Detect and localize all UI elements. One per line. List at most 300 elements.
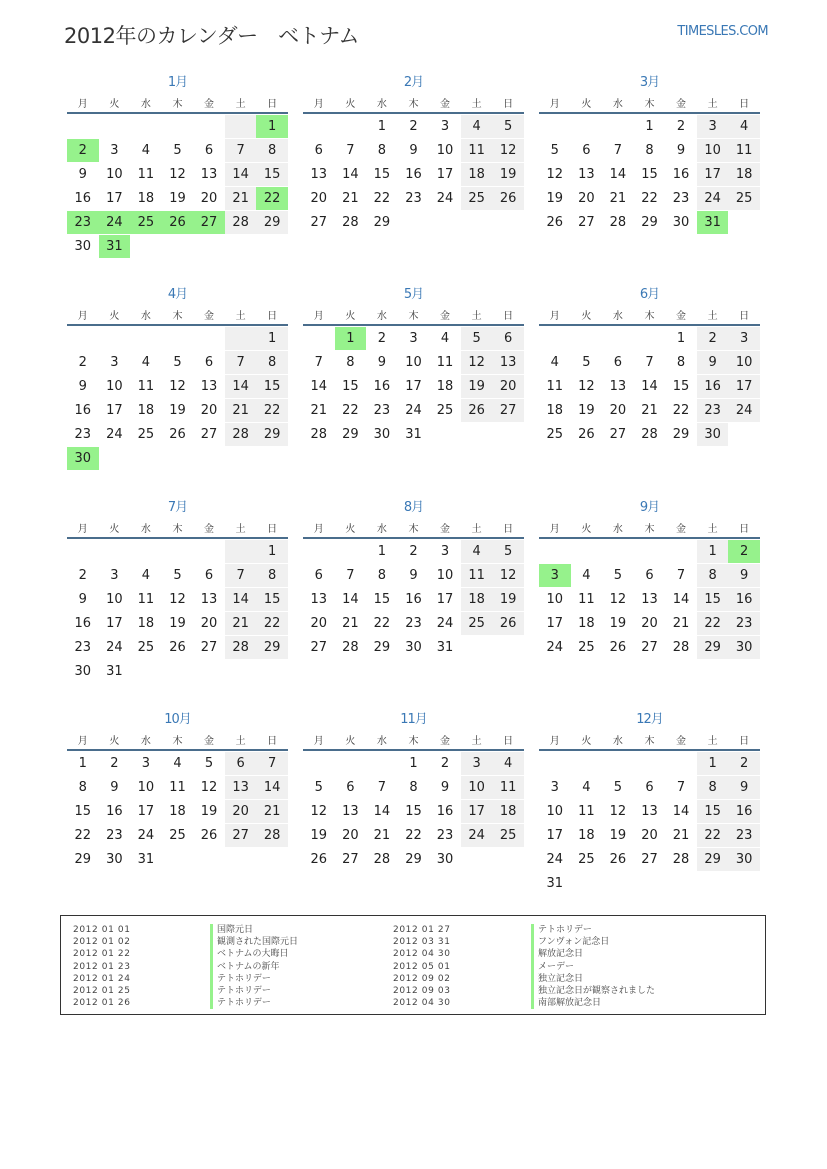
day-cell: 13 [609,379,627,394]
day-cell: 4 [461,540,493,563]
day-cell: 3 [461,752,493,775]
day-cell: 5 [461,327,493,350]
day-cell: 30 [728,636,760,659]
day-cell: 26 [162,211,194,234]
day-cell: 13 [492,351,524,374]
day-cell: 15 [74,804,92,819]
day-cell: 25 [546,427,564,442]
weekday-label: 火 [109,310,120,322]
day-cell: 26 [546,215,564,230]
day-cell: 27 [609,427,627,442]
month-5 [303,286,524,447]
weekday-label: 月 [77,310,88,322]
day-cell: 1 [697,752,729,775]
day-cell: 6 [204,143,214,158]
day-cell: 23 [67,211,99,234]
day-cell: 22 [373,191,391,206]
week-row [303,187,524,211]
weekday-header [539,517,760,539]
day-cell: 10 [436,143,454,158]
weekday-label: 水 [140,310,151,322]
day-cell: 19 [492,163,524,186]
weekday-label: 金 [204,735,215,747]
day-cell: 22 [373,616,391,631]
day-cell: 29 [256,636,288,659]
weekday-label: 日 [503,735,514,747]
month-4 [67,286,288,471]
day-cell: 4 [582,780,591,795]
day-cell: 9 [78,592,87,607]
day-cell: 8 [256,351,288,374]
empty-cell [571,327,603,350]
day-cell: 16 [728,800,760,823]
day-cell: 22 [672,403,690,418]
week-row [303,423,524,447]
empty-cell [130,447,162,470]
empty-cell [256,660,288,683]
empty-cell [67,540,99,563]
day-cell: 11 [578,592,595,607]
day-cell: 12 [492,139,524,162]
month-2 [303,74,524,235]
weekday-label: 火 [581,523,592,535]
day-cell: 10 [106,592,123,607]
day-cell: 16 [728,588,760,611]
holiday-name: 南部解放記念日 [531,997,655,1009]
day-cell: 2 [440,756,450,771]
day-cell: 28 [672,852,690,867]
weekday-label: 金 [440,735,451,747]
empty-cell [99,115,131,138]
day-cell: 6 [314,568,323,583]
day-cell: 25 [492,824,524,847]
weekday-label: 水 [140,98,151,110]
day-cell: 22 [697,612,729,635]
day-cell: 14 [672,804,690,819]
day-cell: 27 [578,215,595,230]
week-row [303,375,524,399]
day-cell: 1 [645,119,654,134]
day-cell: 13 [200,592,218,607]
empty-cell [429,211,461,234]
weekday-label: 水 [140,523,151,535]
weekday-label: 月 [313,523,324,535]
holiday-name: テトホリデー [210,997,298,1009]
weekday-label: 木 [644,98,655,110]
day-cell: 24 [436,191,454,206]
day-cell: 1 [335,327,367,350]
week-row [303,139,524,163]
weekday-label: 火 [109,523,120,535]
empty-cell [602,752,634,775]
month-name: 3月 [639,75,660,90]
day-cell: 14 [342,167,359,182]
weekday-label: 月 [77,735,88,747]
week-row [539,752,760,776]
day-cell: 22 [405,828,422,843]
day-cell: 13 [578,167,595,182]
week-row [67,211,288,235]
day-cell: 19 [169,616,186,631]
week-row [67,163,288,187]
day-cell: 20 [200,191,218,206]
empty-cell [665,752,697,775]
weekday-label: 月 [313,98,324,110]
day-cell: 14 [310,379,328,394]
day-cell: 26 [492,612,524,635]
empty-cell [162,660,194,683]
weekday-label: 水 [376,523,387,535]
day-cell: 9 [377,355,387,370]
day-cell: 14 [225,375,257,398]
week-row [539,399,760,423]
day-cell: 24 [436,616,454,631]
weekday-label: 水 [612,523,623,535]
day-cell: 18 [137,616,155,631]
empty-cell [162,848,194,871]
day-cell: 24 [99,211,131,234]
week-row [303,211,524,235]
day-cell: 7 [676,568,686,583]
week-row [303,588,524,612]
week-row [67,752,288,776]
day-cell: 2 [78,355,87,370]
day-cell: 26 [492,187,524,210]
day-cell: 22 [342,403,359,418]
day-cell: 10 [405,355,422,370]
day-cell: 10 [106,379,123,394]
day-cell: 25 [578,852,595,867]
week-row [67,660,288,684]
day-cell: 24 [728,399,760,422]
week-row [303,564,524,588]
empty-cell [225,660,257,683]
day-cell: 3 [409,331,418,346]
empty-cell [256,848,288,871]
weekday-header [303,729,524,751]
day-cell: 26 [200,828,218,843]
month-name: 12月 [636,712,663,727]
week-row [303,800,524,824]
day-cell: 18 [436,379,454,394]
day-cell: 21 [225,612,257,635]
empty-cell [665,872,697,895]
empty-cell [539,752,571,775]
week-row [67,187,288,211]
day-cell: 30 [74,664,92,679]
day-cell: 18 [728,163,760,186]
day-cell: 14 [373,804,391,819]
holiday-name: 国際元日 [210,924,298,936]
month-11 [303,711,524,872]
day-cell: 6 [314,143,323,158]
day-cell: 18 [461,588,493,611]
day-cell: 18 [169,804,186,819]
holiday-name: 解放記念日 [531,948,655,960]
day-cell: 8 [409,780,418,795]
day-cell: 25 [137,427,155,442]
week-row [67,824,288,848]
holiday-name: テトホリデー [210,973,298,985]
day-cell: 5 [204,756,214,771]
day-cell: 6 [613,355,623,370]
weekday-label: 木 [408,523,419,535]
weekday-label: 火 [581,310,592,322]
week-row [303,636,524,660]
day-cell: 30 [67,447,99,470]
day-cell: 20 [310,616,328,631]
day-cell: 19 [310,828,328,843]
day-cell: 9 [78,379,87,394]
day-cell: 6 [204,355,214,370]
day-cell: 31 [546,876,564,891]
day-cell: 7 [225,139,257,162]
day-cell: 11 [169,780,186,795]
day-cell: 28 [225,423,257,446]
week-row [67,612,288,636]
empty-cell [225,540,257,563]
day-cell: 4 [141,355,151,370]
week-row [303,327,524,351]
empty-cell [193,115,225,138]
empty-cell [461,211,493,234]
day-cell: 27 [492,399,524,422]
weekday-label: 金 [676,735,687,747]
day-cell: 31 [106,664,123,679]
day-cell: 11 [546,379,564,394]
day-cell: 21 [672,616,690,631]
day-cell: 30 [373,427,391,442]
day-cell: 29 [641,215,658,230]
day-cell: 4 [141,143,151,158]
holiday-date: 2012 09 03 [393,985,451,996]
day-cell: 17 [697,163,729,186]
holiday-date-column-2 [393,924,451,1009]
empty-cell [130,327,162,350]
day-cell: 29 [373,640,391,655]
week-row [303,351,524,375]
empty-cell [571,752,603,775]
month-name: 8月 [403,500,424,515]
day-cell: 24 [106,640,123,655]
day-cell: 9 [728,776,760,799]
day-cell: 9 [78,167,87,182]
holiday-name: ベトナムの大晦日 [210,948,298,960]
weekday-label: 木 [644,523,655,535]
day-cell: 1 [78,756,87,771]
day-cell: 17 [436,592,454,607]
week-row [539,612,760,636]
day-cell: 17 [106,616,123,631]
day-cell: 3 [550,780,559,795]
empty-cell [225,447,257,470]
day-cell: 21 [641,403,658,418]
day-cell: 1 [256,327,288,350]
weekday-label: 木 [408,310,419,322]
week-row [539,139,760,163]
day-cell: 18 [546,403,564,418]
week-row [303,163,524,187]
weekday-header [67,304,288,326]
weekday-label: 火 [345,310,356,322]
day-cell: 3 [110,355,119,370]
week-row [67,564,288,588]
day-cell: 30 [106,852,123,867]
week-row [539,588,760,612]
empty-cell [335,752,367,775]
day-cell: 23 [728,612,760,635]
day-cell: 10 [461,776,493,799]
holiday-date: 2012 05 01 [393,961,451,972]
weekday-label: 土 [471,523,482,535]
weekday-label: 日 [267,98,278,110]
day-cell: 19 [609,828,627,843]
empty-cell [130,540,162,563]
day-cell: 8 [645,143,654,158]
day-cell: 28 [672,640,690,655]
day-cell: 23 [697,399,729,422]
day-cell: 4 [141,568,151,583]
day-cell: 9 [409,143,418,158]
weekday-label: 土 [707,523,718,535]
weekday-label: 木 [408,98,419,110]
month-name: 4月 [167,287,188,302]
week-row [539,540,760,564]
day-cell: 12 [310,804,328,819]
day-cell: 16 [672,167,690,182]
day-cell: 22 [74,828,92,843]
holiday-name: 観測された国際元日 [210,936,298,948]
day-cell: 9 [409,568,418,583]
day-cell: 16 [74,191,92,206]
weekday-label: 日 [739,98,750,110]
week-row [539,564,760,588]
week-row [303,115,524,139]
day-cell: 1 [256,115,288,138]
week-row [303,540,524,564]
week-row [539,848,760,872]
week-row [67,327,288,351]
month-7 [67,499,288,684]
day-cell: 5 [314,780,323,795]
week-row [303,752,524,776]
holiday-name: テトホリデー [531,924,655,936]
day-cell: 27 [641,852,658,867]
week-row [539,115,760,139]
day-cell: 19 [169,403,186,418]
empty-cell [162,235,194,258]
day-cell: 12 [578,379,595,394]
day-cell: 20 [225,800,257,823]
day-cell: 2 [67,139,99,162]
day-cell: 15 [672,379,690,394]
weekday-label: 金 [676,523,687,535]
holiday-date: 2012 01 26 [73,998,131,1009]
week-row [67,139,288,163]
weekday-label: 水 [376,310,387,322]
day-cell: 20 [200,616,218,631]
day-cell: 7 [225,351,257,374]
empty-cell [130,235,162,258]
day-cell: 1 [256,540,288,563]
empty-cell [67,327,99,350]
month-8 [303,499,524,660]
day-cell: 11 [137,592,155,607]
empty-cell [162,115,194,138]
empty-cell [728,872,760,895]
day-cell: 12 [546,167,564,182]
day-cell: 5 [492,540,524,563]
day-cell: 15 [697,588,729,611]
day-cell: 17 [728,375,760,398]
month-name: 6月 [639,287,660,302]
day-cell: 6 [204,568,214,583]
empty-cell [225,235,257,258]
day-cell: 12 [609,592,627,607]
day-cell: 2 [409,119,418,134]
day-cell: 2 [728,540,760,563]
day-cell: 19 [578,403,595,418]
empty-cell [602,872,634,895]
weekday-label: 金 [440,523,451,535]
day-cell: 19 [492,588,524,611]
empty-cell [571,872,603,895]
day-cell: 1 [377,544,387,559]
weekday-header [303,92,524,114]
day-cell: 25 [461,612,493,635]
empty-cell [492,211,524,234]
day-cell: 8 [78,780,87,795]
day-cell: 22 [256,187,288,210]
empty-cell [571,115,603,138]
week-row [539,375,760,399]
day-cell: 30 [436,852,454,867]
week-row [67,848,288,872]
day-cell: 7 [346,568,355,583]
day-cell: 18 [578,616,595,631]
day-cell: 14 [342,592,359,607]
day-cell: 28 [342,215,359,230]
day-cell: 14 [641,379,658,394]
empty-cell [429,423,461,446]
weekday-label: 木 [172,735,183,747]
day-cell: 11 [137,167,155,182]
holiday-date: 2012 01 01 [73,925,131,935]
day-cell: 15 [641,167,658,182]
day-cell: 22 [256,612,288,635]
day-cell: 9 [110,780,119,795]
day-cell: 28 [225,636,257,659]
empty-cell [193,540,225,563]
day-cell: 19 [200,804,218,819]
empty-cell [225,115,257,138]
day-cell: 26 [609,640,627,655]
weekday-label: 木 [644,310,655,322]
day-cell: 7 [676,780,686,795]
weekday-label: 水 [376,98,387,110]
day-cell: 30 [672,215,690,230]
empty-cell [130,115,162,138]
holiday-date: 2012 01 24 [73,973,131,984]
day-cell: 16 [106,804,123,819]
month-10 [67,711,288,872]
weekday-label: 金 [676,98,687,110]
holiday-date: 2012 01 22 [73,949,131,960]
day-cell: 31 [436,640,454,655]
day-cell: 14 [225,588,257,611]
day-cell: 15 [256,588,288,611]
weekday-header [67,92,288,114]
